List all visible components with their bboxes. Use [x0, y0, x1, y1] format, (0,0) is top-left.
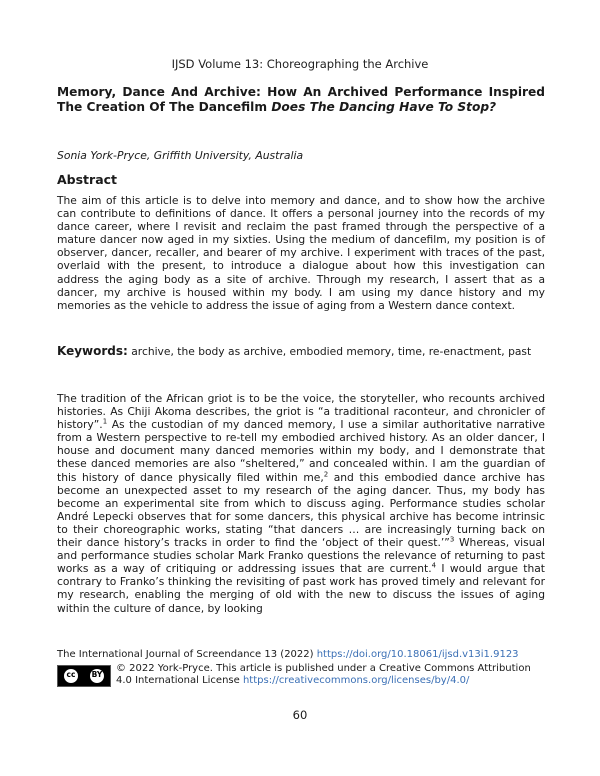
- body-text-1: The tradition of the African griot is to be the voice, the storyteller, who recounts archived histories. As Chiji Akoma describes, the griot is “a traditional raconteur, and chronicler of history”.: [57, 392, 545, 432]
- article-title: [57, 85, 545, 115]
- author-line: Sonia York-Pryce, Griffith University, Australia: [57, 149, 304, 162]
- page-footer: [57, 649, 545, 688]
- body-paragraph: [57, 392, 545, 615]
- body-text-2: As the custodian of my danced memory, I use a similar authoritative narrative from a Western perspective to re-tell my embodied archived history. As an older dancer, I house and document many danced memories within my body, and I demonstrate that these danced memories are also “sheltered,” and concealed within. I am the guardian of this history of dance physically filed within me,: [57, 418, 545, 484]
- license-row: [57, 663, 545, 688]
- footnote-ref-4[interactable]: 4: [431, 561, 437, 570]
- keywords-text: archive, the body as archive, embodied memory, time, re-enactment, past: [131, 345, 532, 358]
- cc-by-badge-icon[interactable]: [57, 665, 111, 687]
- abstract-text: The aim of this article is to delve into memory and dance, and to show how the archive can contribute to definitions of dance. It offers a personal journey into the records of my dance career, where I revisit and reclaim the past framed through the perspective of a mature dancer now aged in my sixties. Using the medium of dancefilm, my position is of observer, dancer, recaller, and bearer of my archive. I experiment with traces of the past, overlaid with the present, to introduce a dialogue about how this investigation can address the aging body as a site of archive. Through my research, I assert that as a dancer, my archive is housed within my body. I am using my dance history and my memories as the vehicle to address the issue of aging from a Western dance context.: [57, 194, 545, 312]
- journal-name: The International Journal of Screendance 13 (2022): [57, 649, 317, 660]
- footnote-ref-2[interactable]: 2: [323, 470, 329, 478]
- license-text: [116, 663, 545, 688]
- footnote-ref-1[interactable]: 1: [102, 417, 108, 426]
- footnote-ref-3[interactable]: 3: [449, 535, 455, 544]
- title-main: Memory, Dance And Archive: How An Archived Performance Inspired The Creation Of The Dancefilm: [57, 85, 545, 114]
- doi-link[interactable]: https://doi.org/10.18061/ijsd.v13i1.9123: [316, 649, 519, 660]
- title-film-name: Does The Dancing Have To Stop?: [271, 100, 497, 114]
- license-statement: © 2022 York-Pryce. This article is published under a Creative Commons Attribution 4.0 International License: [116, 662, 531, 686]
- license-link[interactable]: https://creativecommons.org/licenses/by/4.0/: [242, 675, 470, 686]
- body-text-4: Whereas, visual and performance studies scholar Mark Franko questions the relevance of returning to past works as a way of critiquing or addressing issues that are current.: [57, 536, 545, 576]
- page-number: 60: [292, 708, 308, 722]
- abstract-heading: Abstract: [57, 172, 118, 187]
- journal-citation: [57, 649, 545, 662]
- attribution-person-icon: BY: [89, 668, 105, 684]
- keywords-label: Keywords:: [57, 344, 128, 358]
- cc-logo-icon: cc: [63, 668, 79, 684]
- body-text-3: and this embodied dance archive has become an unexpected asset to my research of the aging dancer. Thus, my body has become an experimental site from which to discuss aging. Performance studies scholar André Lepecki observes that for some dancers, this physical archive has become intrinsic to their choreographic works, stating “that dancers … are increasingly turning back on their dance history’s tracks in order to find the ‘object of their quest.’”: [57, 470, 545, 550]
- body-text-5: I would argue that contrary to Franko’s thinking the revisiting of past work has proved timely and relevant for my research, enabling the merging of old with the new to discuss the issues of aging within the culture of dance, by looking: [57, 562, 545, 615]
- running-head: IJSD Volume 13: Choreographing the Archive: [171, 57, 429, 71]
- keywords: [57, 345, 545, 358]
